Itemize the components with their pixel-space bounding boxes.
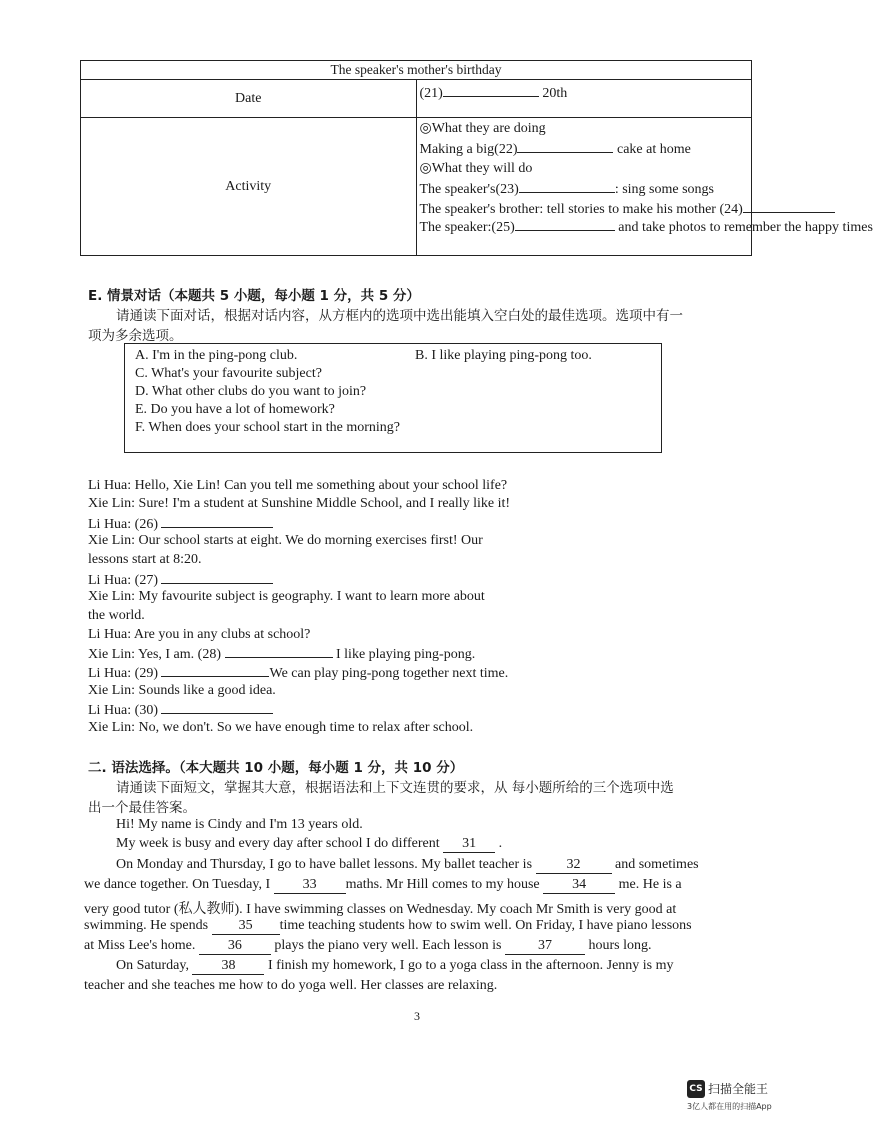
option-f: F. When does your school start in the morning? <box>135 420 400 435</box>
passage-line <box>84 877 682 894</box>
dialogue-line-28 <box>88 645 475 663</box>
date-value: 20th <box>542 86 568 101</box>
dialogue-line: lessons start at 8:20. <box>88 552 202 567</box>
activity-label: Activity <box>81 118 417 256</box>
activity-cell <box>416 118 873 256</box>
blank-29[interactable] <box>161 664 269 677</box>
dialogue-line-text: Li Hua: (27) <box>88 573 158 588</box>
camscanner-logo-icon: CS <box>687 1080 705 1098</box>
line-5-text: The speaker's brother: tell stories to make his mother (24) <box>419 202 743 217</box>
passage-text: On Saturday, <box>116 958 189 973</box>
blank-32[interactable]: 32 <box>536 857 612 874</box>
passage-text: hours long. <box>588 938 652 953</box>
dialogue-line-text: Li Hua: (29) <box>88 666 158 681</box>
activity-line-5 <box>420 200 835 218</box>
dialogue-line: Li Hua: Hello, Xie Lin! Can you tell me something about your school life? <box>88 478 508 493</box>
blank-34[interactable]: 34 <box>543 877 615 894</box>
passage-line: Hi! My name is Cindy and I'm 13 years old. <box>116 817 363 832</box>
activity-line-6 <box>420 218 873 236</box>
dialogue-line-text: Li Hua: (26) <box>88 517 158 532</box>
blank-31[interactable]: 31 <box>443 836 495 853</box>
dialogue-line: Li Hua: Are you in any clubs at school? <box>88 627 311 642</box>
blank-26[interactable] <box>161 515 273 528</box>
passage-text: and sometimes <box>615 857 699 872</box>
dialogue-line-text: Li Hua: (30) <box>88 703 158 718</box>
passage-line <box>116 958 674 975</box>
options-box <box>124 343 662 453</box>
passage-line <box>84 918 692 935</box>
passage-text: we dance together. On Tuesday, I <box>84 877 271 892</box>
passage-text: On Monday and Thursday, I go to have ballet lessons. My ballet teacher is <box>116 857 533 872</box>
section-e-title: E. 情景对话（本题共 5 小题，每小题 1 分，共 5 分） <box>88 288 420 304</box>
blank-27[interactable] <box>161 571 273 584</box>
passage-text: at Miss Lee's home. <box>84 938 196 953</box>
blank-30[interactable] <box>161 701 273 714</box>
line-2-tail: cake at home <box>616 142 691 157</box>
blank-33[interactable]: 33 <box>274 877 346 894</box>
option-a: A. I'm in the ping-pong club. <box>135 348 298 363</box>
blank-36[interactable]: 36 <box>199 938 271 955</box>
dialogue-line: Xie Lin: No, we don't. So we have enough time to relax after school. <box>88 720 474 735</box>
line-4-text: The speaker's(23) <box>419 182 519 197</box>
blank-21[interactable] <box>443 84 539 97</box>
passage-line: teacher and she teaches me how to do yoga well. Her classes are relaxing. <box>84 978 498 993</box>
date-line <box>420 84 568 102</box>
blank-23[interactable] <box>519 180 615 193</box>
line-4-tail: : sing some songs <box>614 182 714 197</box>
option-c: C. What's your favourite subject? <box>135 366 322 381</box>
option-e: E. Do you have a lot of homework? <box>135 402 335 417</box>
date-label: Date <box>81 80 417 118</box>
birthday-info-table <box>80 60 873 256</box>
activity-line-1: ◎What they are doing <box>419 121 546 136</box>
footer-tagline: 3亿人都在用的扫描App <box>687 1102 772 1111</box>
table-header: The speaker's mother's birthday <box>81 61 752 80</box>
dialogue-line: Xie Lin: Sure! I'm a student at Sunshine Middle School, and I really like it! <box>88 496 511 511</box>
dialogue-line-27 <box>88 571 273 589</box>
dialogue-line-tail: We can play ping-pong together next time. <box>269 666 509 681</box>
footer-app-name: 扫描全能王 <box>708 1082 769 1096</box>
blank-37[interactable]: 37 <box>505 938 585 955</box>
section-2-instruction-2: 出一个最佳答案。 <box>88 800 196 816</box>
blank-25[interactable] <box>515 218 615 231</box>
passage-line <box>84 938 651 955</box>
blank-24[interactable] <box>743 200 835 213</box>
page-number: 3 <box>414 1009 420 1023</box>
blank-21-number: (21) <box>419 86 443 101</box>
line-6-tail: and take photos to remember the happy times <box>618 220 873 235</box>
dialogue-line-30 <box>88 701 273 719</box>
section-2-title: 二. 语法选择。（本大题共 10 小题，每小题 1 分，共 10 分） <box>88 760 464 776</box>
passage-text: maths. Mr Hill comes to my house <box>345 877 540 892</box>
section-2-instruction-1: 请通读下面短文，掌握其大意，根据语法和上下文连贯的要求，从 每小题所给的三个选项中选 <box>116 780 674 796</box>
dialogue-line: the world. <box>88 608 145 623</box>
passage-text: swimming. He spends <box>84 918 209 933</box>
passage-line <box>116 857 699 874</box>
blank-38[interactable]: 38 <box>192 958 264 975</box>
line-2-text: Making a big(22) <box>419 142 518 157</box>
blank-22[interactable] <box>517 140 613 153</box>
blank-35[interactable]: 35 <box>212 918 280 935</box>
activity-line-2 <box>420 140 691 158</box>
option-b: B. I like playing ping-pong too. <box>415 348 592 363</box>
dialogue-line-tail: I like playing ping-pong. <box>336 647 476 662</box>
activity-line-3: ◎What they will do <box>419 161 533 176</box>
date-cell <box>416 80 752 118</box>
passage-line: very good tutor (私人教师). I have swimming classes on Wednesday. My coach Mr Smith is very good at <box>84 902 677 917</box>
dialogue-line-26 <box>88 515 273 533</box>
passage-text: me. He is a <box>618 877 682 892</box>
option-d: D. What other clubs do you want to join? <box>135 384 367 399</box>
passage-text: time teaching students how to swim well. On Friday, I have piano lessons <box>279 918 692 933</box>
passage-text: My week is busy and every day after school I do different <box>116 836 440 851</box>
passage-text: I finish my homework, I go to a yoga class in the afternoon. Jenny is my <box>267 958 674 973</box>
line-6-text: The speaker:(25) <box>419 220 515 235</box>
dialogue-line: Xie Lin: My favourite subject is geography. I want to learn more about <box>88 589 485 604</box>
dialogue-line: Xie Lin: Sounds like a good idea. <box>88 683 276 698</box>
section-e-instruction-1: 请通读下面对话，根据对话内容，从方框内的选项中选出能填入空白处的最佳选项。选项中有一 <box>116 308 683 324</box>
dialogue-line-29 <box>88 664 508 682</box>
dialogue-line: Xie Lin: Our school starts at eight. We do morning exercises first! Our <box>88 533 483 548</box>
activity-line-4 <box>420 180 715 198</box>
section-e-instruction-2: 项为多余选项。 <box>88 328 183 344</box>
dialogue-line-text: Xie Lin: Yes, I am. (28) <box>88 647 221 662</box>
passage-line: My week is busy and every day after school I do different 31 . <box>116 836 503 851</box>
blank-28[interactable] <box>225 645 333 658</box>
passage-text: plays the piano very well. Each lesson is <box>274 938 502 953</box>
